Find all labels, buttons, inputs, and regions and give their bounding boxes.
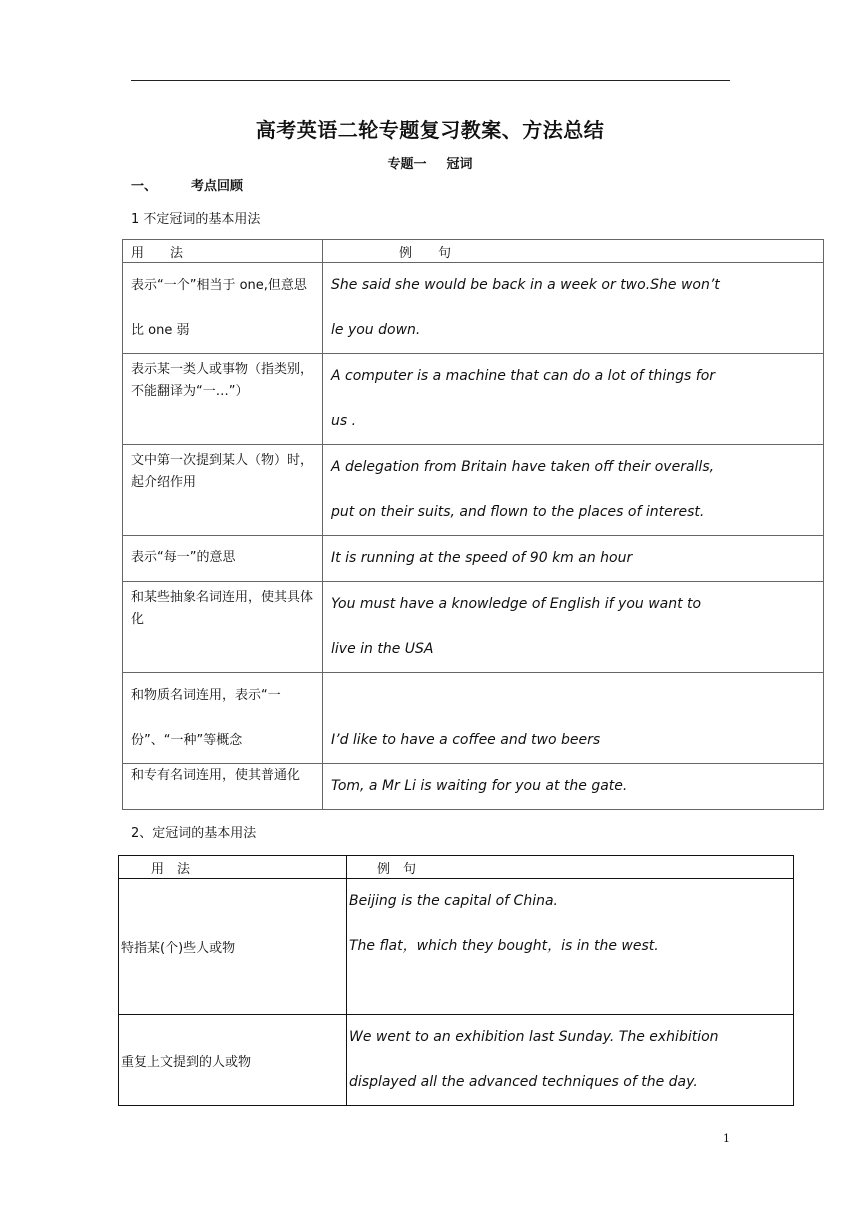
definite-article-table	[118, 855, 794, 1106]
example-cell	[347, 1015, 794, 1106]
example-line: live in the USA	[331, 641, 434, 657]
table-header-row	[123, 240, 824, 263]
example-line: You must have a knowledge of English if you want to	[331, 596, 702, 612]
example-line: She said she would be back in a week or two.She won’t	[331, 277, 720, 293]
example-line: The flat，which they bought，is in the west.	[349, 938, 659, 954]
example-line: le you down.	[331, 322, 421, 338]
example-cell	[323, 582, 824, 673]
table-row	[123, 673, 824, 764]
table-header-row	[119, 856, 794, 879]
table-row	[123, 582, 824, 673]
table2-heading: 2、定冠词的基本用法	[131, 826, 257, 841]
header-usage: 用 法	[119, 856, 347, 879]
table-row	[123, 354, 824, 445]
header-rule	[131, 80, 730, 81]
usage-cell: 文中第一次提到某人（物）时，起介绍作用	[123, 445, 323, 536]
usage-cell: 和某些抽象名词连用，使其具体化	[123, 582, 323, 673]
example-line: displayed all the advanced techniques of the day.	[349, 1074, 698, 1090]
example-line: I’d like to have a coffee and two beers	[331, 732, 601, 748]
header-example: 例 句	[323, 240, 824, 263]
example-line: We went to an exhibition last Sunday. The exhibition	[349, 1029, 719, 1045]
header-example: 例 句	[347, 856, 794, 879]
usage-cell: 表示“每一”的意思	[123, 536, 323, 582]
usage-cell: 重复上文提到的人或物	[119, 1015, 347, 1106]
table-row	[119, 1015, 794, 1106]
table-row	[123, 445, 824, 536]
document-title: 高考英语二轮专题复习教案、方法总结	[255, 118, 605, 142]
section-heading	[131, 175, 243, 194]
example-cell	[323, 536, 824, 582]
example-line: A delegation from Britain have taken off their overalls,	[331, 459, 715, 475]
table-row	[123, 263, 824, 354]
subtitle-topic: 专题一	[387, 157, 427, 172]
table-row	[123, 536, 824, 582]
header-usage: 用 法	[123, 240, 323, 263]
example-line: It is running at the speed of 90 km an hour	[331, 550, 633, 566]
table-row	[119, 879, 794, 1015]
example-cell	[347, 879, 794, 1015]
usage-cell: 和物质名词连用，表示“一份”、“一种”等概念	[123, 673, 323, 764]
subtitle-subject: 冠词	[446, 157, 473, 172]
document-subtitle	[0, 153, 860, 172]
usage-cell: 特指某(个)些人或物	[119, 879, 347, 1015]
usage-cell: 和专有名词连用，使其普通化	[123, 764, 323, 810]
example-line: put on their suits, and flown to the places of interest.	[331, 504, 705, 520]
example-line: Tom, a Mr Li is waiting for you at the gate.	[331, 778, 628, 794]
table-row	[123, 764, 824, 810]
example-cell	[323, 263, 824, 354]
example-cell	[323, 445, 824, 536]
usage-cell: 表示某一类人或事物（指类别，不能翻译为“一…”）	[123, 354, 323, 445]
example-cell	[323, 764, 824, 810]
indefinite-article-table	[122, 239, 824, 810]
example-line: A computer is a machine that can do a lot of things for	[331, 368, 716, 384]
usage-cell: 表示“一个”相当于 one,但意思比 one 弱	[123, 263, 323, 354]
section-title: 考点回顾	[191, 179, 244, 194]
example-cell	[323, 673, 824, 764]
example-cell	[323, 354, 824, 445]
section-number: 一、	[131, 179, 158, 194]
page-number: 1	[723, 1132, 730, 1145]
example-line: us .	[331, 413, 357, 429]
table1-heading: 1 不定冠词的基本用法	[131, 212, 261, 227]
example-line: Beijing is the capital of China.	[349, 893, 559, 909]
